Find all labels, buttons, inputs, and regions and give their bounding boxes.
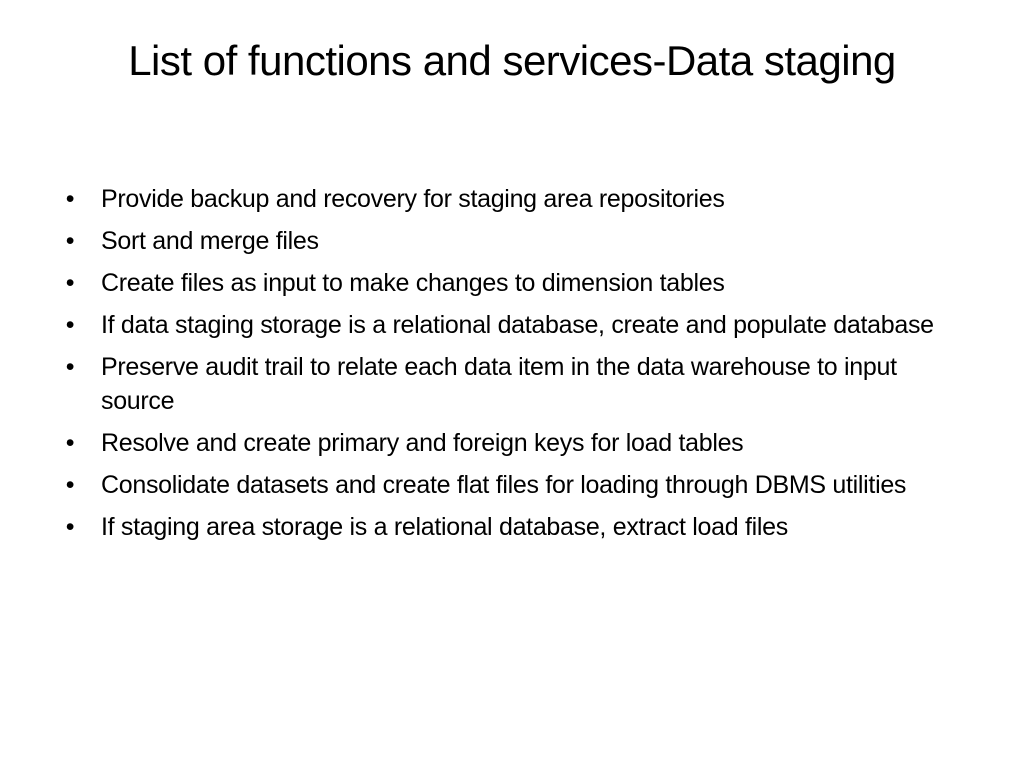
bullet-icon: •	[65, 513, 75, 541]
bullet-item	[60, 182, 970, 216]
bullet-text: If data staging storage is a relational database, create and populate database	[101, 311, 934, 339]
bullet-item	[60, 426, 970, 460]
bullet-text: Preserve audit trail to relate each data item in the data warehouse to input source	[101, 353, 897, 415]
bullet-list	[60, 182, 970, 552]
bullet-icon: •	[65, 429, 75, 457]
bullet-text: If staging area storage is a relational database, extract load files	[101, 513, 788, 541]
bullet-item	[60, 224, 970, 258]
bullet-icon: •	[65, 353, 75, 381]
bullet-item	[60, 308, 970, 342]
bullet-text: Provide backup and recovery for staging area repositories	[101, 185, 725, 213]
bullet-item	[60, 350, 970, 418]
bullet-icon: •	[65, 185, 75, 213]
bullet-icon: •	[65, 311, 75, 339]
slide-title: List of functions and services-Data staging	[128, 37, 896, 84]
bullet-text: Sort and merge files	[101, 227, 319, 255]
bullet-icon: •	[65, 269, 75, 297]
bullet-text: Create files as input to make changes to dimension tables	[101, 269, 725, 297]
bullet-icon: •	[65, 471, 75, 499]
bullet-item	[60, 510, 970, 544]
bullet-text: Consolidate datasets and create flat files for loading through DBMS utilities	[101, 471, 907, 499]
bullet-icon: •	[65, 227, 75, 255]
bullet-item	[60, 266, 970, 300]
bullet-text: Resolve and create primary and foreign keys for load tables	[101, 429, 744, 457]
bullet-item	[60, 468, 970, 502]
